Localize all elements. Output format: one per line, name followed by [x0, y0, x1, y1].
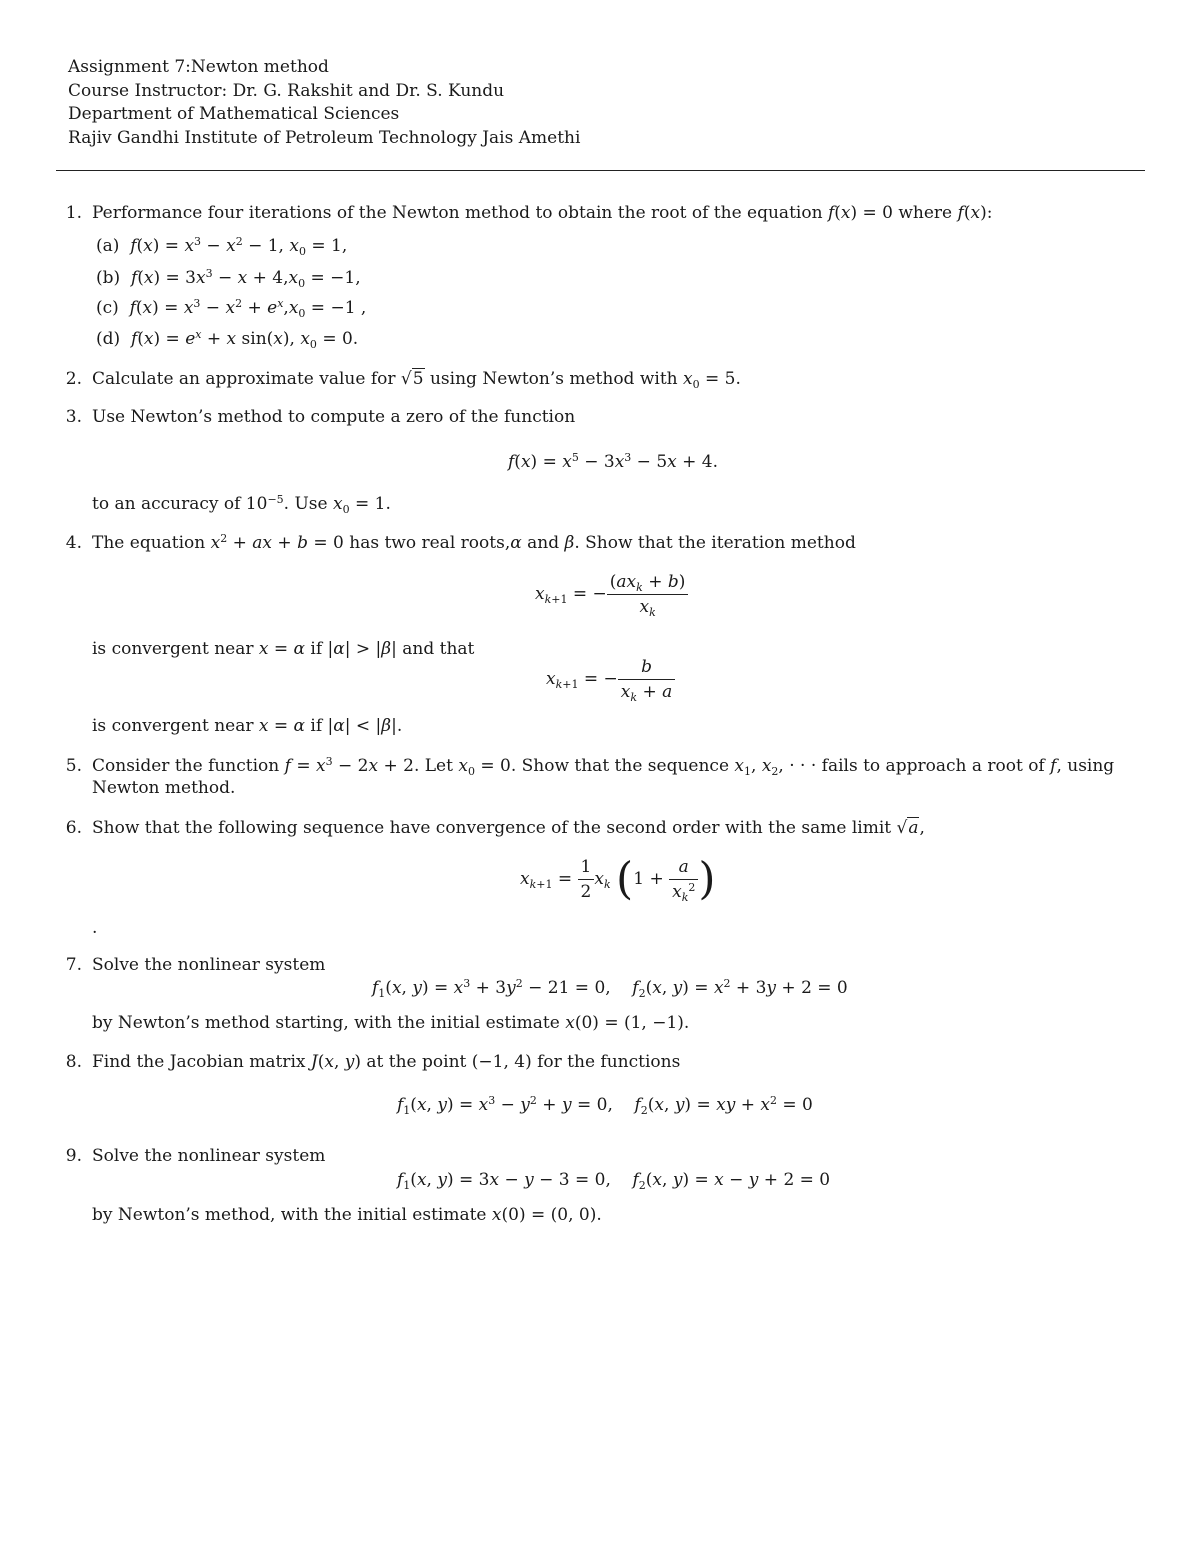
problem-4-iteration-2: $x_{k+1}$ = − $\frac{b}{x_k + a}$: [546, 657, 675, 702]
department: Department of Mathematical Sciences: [68, 104, 400, 124]
problem-4-iteration-1: $x_{k+1}$ = − $\frac{(ax_k + b)}{x_k}$: [535, 572, 688, 617]
problem-4-text: The equation $x^2$ + ax + b = 0 has two real roots,α and β. Show that the iteration method: [92, 532, 856, 553]
problem-1d: (d) $f(x) = e^x + x$ sin(x), $x_0 = 0$.: [96, 328, 359, 351]
problem-1c: (c) $f(x) = x^3 - x^2 + e^x,x_0 = -1$ ,: [96, 297, 367, 320]
problem-5-text: Consider the function $f = x^3 - 2x + 2$. Let $x_0 = 0$. Show that the sequence $x_1$, $x_2$, · · · fails to approach a root of f, using: [92, 755, 1115, 778]
problem-6-text: Show that the following sequence have convergence of the second order with the same limit √a,: [92, 818, 925, 838]
problem-9-text: Solve the nonlinear system: [92, 1146, 326, 1166]
problem-4-condition-2: is convergent near x = α if |α| < |β|.: [92, 716, 403, 736]
problem-2-number: 2.: [65, 369, 82, 389]
problem-5-number: 5.: [65, 756, 82, 776]
problem-5-text-line-2: Newton method.: [92, 778, 236, 798]
problem-8-text: Find the Jacobian matrix J(x, y) at the point (−1, 4) for the functions: [92, 1052, 681, 1072]
problem-7-number: 7.: [65, 955, 82, 975]
problem-3-equation: $f(x) = x^5 - 3x^3 - 5x + 4$.: [508, 451, 719, 472]
problem-8-number: 8.: [65, 1052, 82, 1072]
problem-1-text: Performance four iterations of the Newton method to obtain the root of the equation f(x) = 0 where f(x):: [92, 203, 993, 223]
problem-1-number: 1.: [65, 203, 82, 223]
problem-1b: (b) $f(x) = 3x^3 - x + 4,x_0 = -1$,: [96, 267, 361, 290]
assignment-title: Assignment 7:Newton method: [68, 57, 329, 77]
header-divider: [56, 170, 1145, 171]
problem-7-text: Solve the nonlinear system: [92, 955, 326, 975]
problem-4-condition-1: is convergent near x = α if |α| > |β| and that: [92, 639, 475, 659]
problem-1a: (a) $f(x) = x^3 - x^2 - 1$, $x_0 = 1$,: [96, 235, 348, 258]
document-header: [68, 56, 580, 150]
problem-7-estimate: by Newton’s method starting, with the initial estimate x(0) = (1, −1).: [92, 1013, 690, 1033]
problem-8-functions: $f_1(x$, $y) = x^3 - y^2 + y = 0$, $f_2(x$, y) = xy + $x^2 = 0$: [397, 1094, 813, 1117]
problem-9-number: 9.: [65, 1146, 82, 1166]
problem-9-system: $f_1(x$, y) = 3x − y − 3 = 0, $f_2(x$, y) = x − y + 2 = 0: [397, 1170, 831, 1192]
problem-3-accuracy: to an accuracy of $10^{-5}$. Use $x_0 = 1$.: [92, 493, 391, 516]
course-instructor: Course Instructor: Dr. G. Rakshit and Dr. S. Kundu: [68, 80, 505, 101]
problem-6-number: 6.: [65, 818, 82, 838]
problem-6-sequence: $x_{k+1}$ = $\frac{1}{2}$ $x_k$ (1 + $\frac{a}{x_k^2}$ ): [520, 853, 716, 905]
institute: Rajiv Gandhi Institute of Petroleum Technology Jais Amethi: [68, 127, 581, 148]
problem-7-system: $f_1(x$, $y) = x^3 + 3y^2 - 21 = 0$, $f_2(x$, $y) = x^2 + 3y + 2 = 0$: [372, 977, 848, 1000]
problem-3-number: 3.: [65, 407, 82, 427]
problem-3-text: Use Newton’s method to compute a zero of the function: [92, 407, 576, 427]
problem-6-dot: .: [92, 918, 98, 938]
problem-4-number: 4.: [65, 533, 82, 553]
problem-9-estimate: by Newton’s method, with the initial estimate x(0) = (0, 0).: [92, 1205, 602, 1225]
problem-2-text: Calculate an approximate value for √5 using Newton’s method with $x_0 = 5$.: [92, 369, 741, 391]
